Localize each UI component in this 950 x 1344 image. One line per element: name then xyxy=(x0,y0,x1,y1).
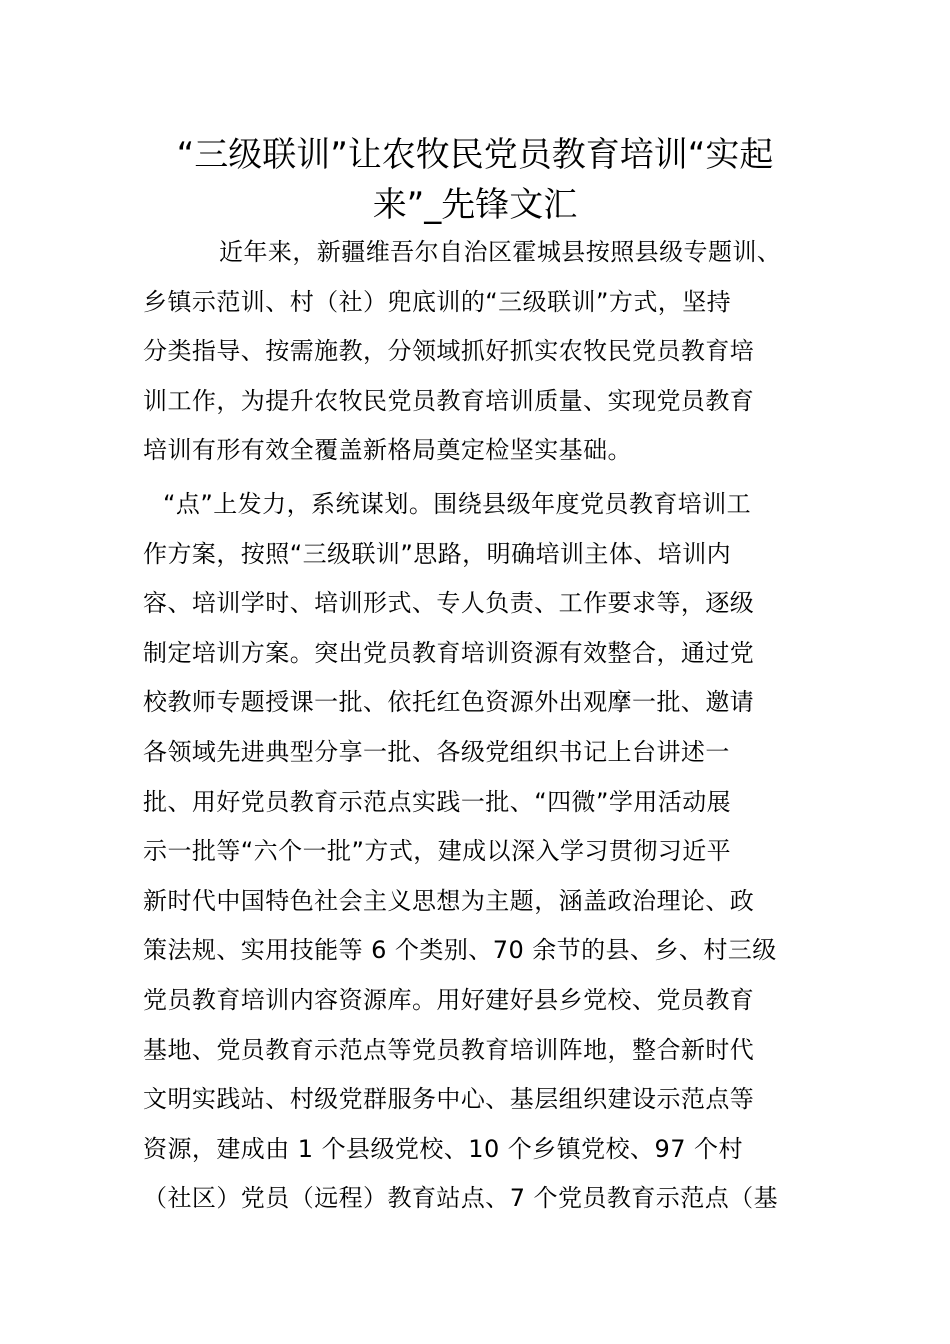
document-body xyxy=(143,228,811,1224)
text-line: 文明实践站、村级党群服务中心、基层组织建设示范点等 xyxy=(143,1085,755,1114)
text-line: 资源，建成由 1 个县级党校、10 个乡镇党校、97 个村 xyxy=(143,1134,743,1163)
document-title xyxy=(140,130,810,230)
text-line: 策法规、实用技能等 6 个类别、70 余节的县、乡、村三级 xyxy=(143,936,777,965)
text-line: 党员教育培训内容资源库。用好建好县乡党校、党员教育 xyxy=(143,985,755,1014)
text-line: 新时代中国特色社会主义思想为主题，涵盖政治理论、政 xyxy=(143,886,755,915)
text-line: 容、培训学时、培训形式、专人负责、工作要求等，逐级 xyxy=(143,589,755,618)
text-line: 制定培训方案。突出党员教育培训资源有效整合，通过党 xyxy=(143,638,755,667)
text-line: 基地、党员教育示范点等党员教育培训阵地，整合新时代 xyxy=(143,1035,755,1064)
title-line-1: “三级联训”让农牧民党员教育培训“实起 xyxy=(176,135,774,175)
text-line: 作方案，按照“三级联训”思路，明确培训主体、培训内 xyxy=(143,539,732,568)
paragraph-intro xyxy=(143,228,811,476)
text-line: （社区）党员（远程）教育站点、7 个党员教育示范点（基 xyxy=(143,1184,779,1213)
title-line-2: 来”_先锋文汇 xyxy=(372,185,578,225)
text-line: 校教师专题授课一批、依托红色资源外出观摩一批、邀请 xyxy=(143,688,755,717)
text-line: 示一批等“六个一批”方式，建成以深入学习贯彻习近平 xyxy=(143,837,732,866)
text-line: 近年来，新疆维吾尔自治区霍城县按照县级专题训、 xyxy=(219,238,782,266)
text-line: 批、用好党员教育示范点实践一批、“四微”学用活动展 xyxy=(143,787,732,816)
text-line: 培训有形有效全覆盖新格局奠定检坚实基础。 xyxy=(143,436,632,465)
paragraph-point xyxy=(143,480,811,1224)
text-line: 训工作，为提升农牧民党员教育培训质量、实现党员教育 xyxy=(143,386,755,415)
text-line: 乡镇示范训、村（社）兜底训的“三级联训”方式，坚持 xyxy=(143,287,732,316)
text-line: 分类指导、按需施教，分领域抓好抓实农牧民党员教育培 xyxy=(143,337,755,366)
text-line: “点”上发力，系统谋划。围绕县级年度党员教育培训工 xyxy=(163,489,752,518)
text-line: 各领域先进典型分享一批、各级党组织书记上台讲述一 xyxy=(143,737,730,766)
